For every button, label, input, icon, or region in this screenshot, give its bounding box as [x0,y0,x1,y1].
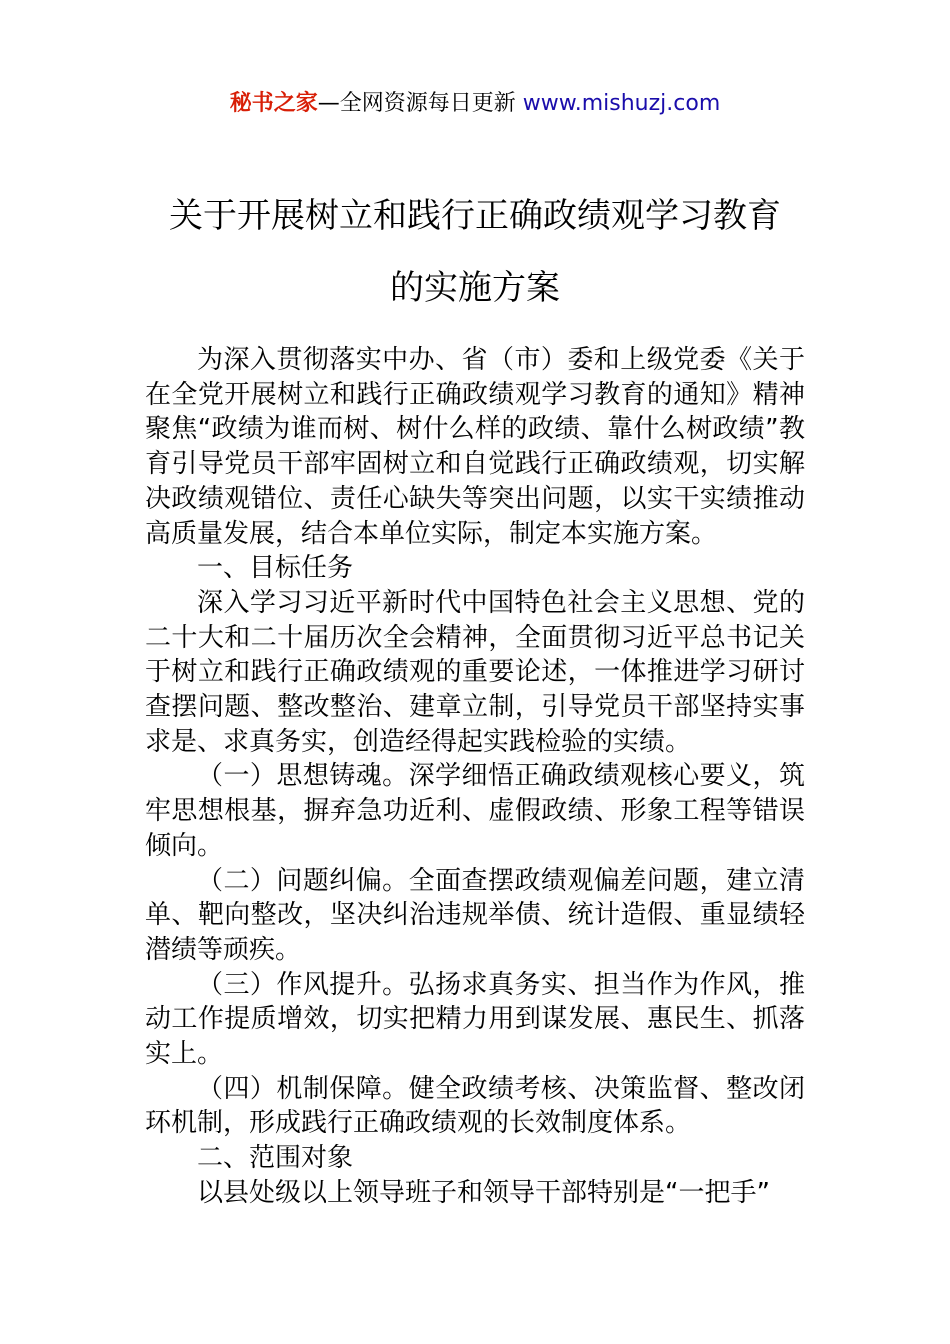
goal-item-4: （四）机制保障。健全政绩考核、决策监督、整改闭环机制，形成践行正确政绩观的长效制度体系。 [145,1073,805,1139]
section-heading-scope: 二、范围对象 [197,1143,354,1174]
title-line-2: 的实施方案 [390,268,560,308]
scope-paragraph: 以县处级以上领导班子和领导干部特别是“一把手” [197,1177,770,1208]
site-header [0,88,950,120]
goal-item-1: （一）思想铸魂。深学细悟正确政绩观核心要义，筑牢思想根基，摒弃急功近利、虚假政绩、形象工程等错误倾向。 [145,761,805,861]
section-heading-goals: 一、目标任务 [197,553,354,584]
document-body [145,343,805,1211]
site-name: 秘书之家 [229,91,318,116]
intro-paragraph: 为深入贯彻落实中办、省（市）委和上级党委《关于在全党开展树立和践行正确政绩观学习教育的通知》精神聚焦“政绩为谁而树、树什么样的政绩、靠什么树政绩”教育引导党员干部牢固树立和自觉践行正确政绩观，切实解决政绩观错位、责任心缺失等突出问题，以实干实绩推动高质量发展，结合本单位实际，制定本实施方案。 [145,345,805,549]
site-url-link[interactable]: www.mishuzj.com [522,91,721,116]
document-title [0,180,950,324]
title-line-1: 关于开展树立和践行正确政绩观学习教育 [169,196,781,236]
goal-item-2: （二）问题纠偏。全面查摆政绩观偏差问题，建立清单、靶向整改，坚决纠治违规举债、统计造假、重显绩轻潜绩等顽疾。 [145,865,805,965]
goal-item-3: （三）作风提升。弘扬求真务实、担当作为作风，推动工作提质增效，切实把精力用到谋发展、惠民生、抓落实上。 [145,969,805,1070]
site-tagline: —全网资源每日更新 [317,91,516,116]
goals-paragraph: 深入学习习近平新时代中国特色社会主义思想、党的二十大和二十届历次全会精神，全面贯彻习近平总书记关于树立和践行正确政绩观的重要论述，一体推进学习研讨查摆问题、整改整治、建章立制，引导党员干部坚持实事求是、求真务实，创造经得起实践检验的实绩。 [145,587,805,757]
